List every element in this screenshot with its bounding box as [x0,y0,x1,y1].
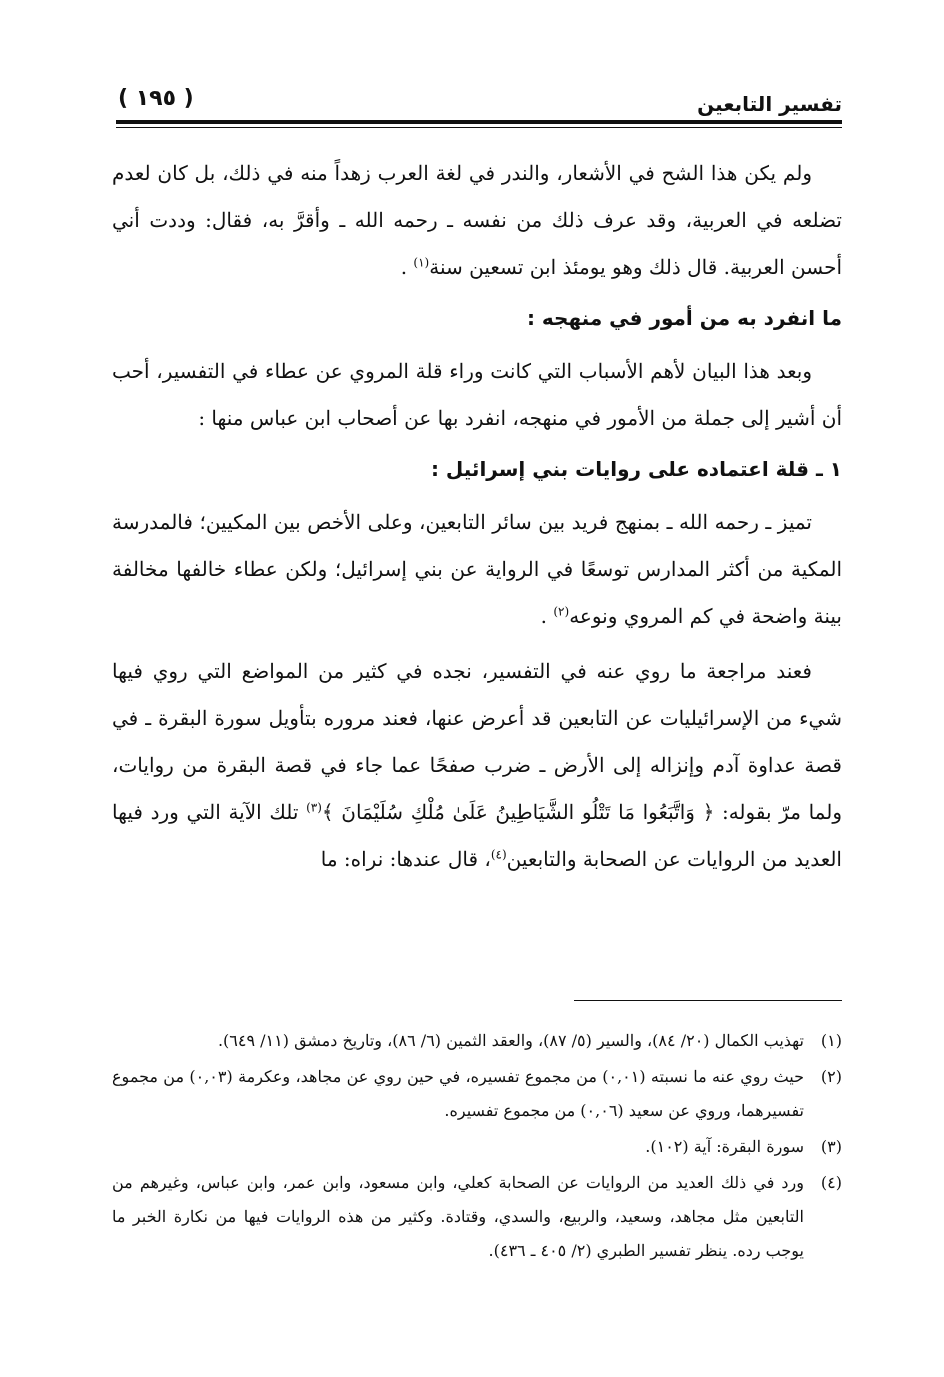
footnote [112,1060,842,1128]
paragraph-4-text-c: ، قال عندها: نراه: ما [320,847,491,871]
footnote-ref-1: (١) [413,255,430,270]
header-rule-thick [116,120,842,124]
paragraph-1-text: ولم يكن هذا الشح في الأشعار، والندر في لغة العرب زهداً منه في ذلك، بل كان لعدم تضلعه في العربية، وقد عرف ذلك من نفسه ـ رحمه الله ـ وأقرَّ به، فقال: وددت أني أحسن العربية. قال ذلك وهو يومئذ ابن تسعين سنة [112,161,842,279]
footnote [112,1166,842,1268]
page-number: ( ١٩٥ ) [118,86,194,111]
footnotes [112,1024,842,1270]
footnote [112,1024,842,1058]
running-title: تفسير التابعين [697,92,842,116]
paragraph-3-end: . [540,604,554,628]
paragraph-4-text-a: فعند مراجعة ما روي عنه في التفسير، نجده في كثير من المواضع التي روي فيها شيء من الإسرائيليات عن التابعين قد أعرض عنها، فعند مروره بتأويل سورة البقرة ـ في قصة عداوة آدم وإنزاله إلى الأرض ـ ضرب صفحًا عما جاء في قصة البقرة من روايات، ولما مرّ بقوله: ﴿ وَاتَّبَعُوا مَا تَتْلُو الشَّيَاطِينُ عَلَىٰ مُلْكِ سُلَيْمَانَ ﴾ [112,659,842,824]
footnote-text: تهذيب الكمال (٢٠/ ٨٤)، والسير (٥/ ٨٧)، والعقد الثمين (٦/ ٨٦)، وتاريخ دمشق (١١/ ٦٤٩). [217,1031,804,1050]
section-heading: ما انفرد به من أمور في منهجه : [526,306,842,330]
footnote-ref-3: (٣) [306,800,322,815]
footnote-text: سورة البقرة: آية (١٠٢). [645,1137,804,1156]
paragraph-4-text-b: تلك الآية التي ورد فيها العديد من الروايات عن الصحابة والتابعين [112,800,842,871]
footnote-separator [574,1000,842,1001]
footnote-ref-4: (٤) [490,847,507,862]
footnote-number: (٤) [820,1173,842,1192]
footnote-text: حيث روي عنه ما نسبته (٠,٠١) من مجموع تفسيره، في حين روي عن مجاهد، وعكرمة (٠,٠٣) من مجموع تفسيرهما، وروي عن سعيد (٠,٠٦) من مجموع تفسيره. [112,1067,805,1120]
footnote-number: (١) [820,1031,842,1050]
paragraph-2: وبعد هذا البيان لأهم الأسباب التي كانت وراء قلة المروي عن عطاء في التفسير، أحب أن أشير إلى جملة من الأمور في منهجه، انفرد بها عن أصحاب ابن عباس منها : [112,359,842,430]
paragraph-3 [112,499,842,640]
footnote-number: (٢) [820,1067,842,1086]
header-rule-thin [116,127,842,128]
main-text [112,150,842,883]
footnote [112,1130,842,1164]
footnote-ref-2: (٢) [553,604,570,619]
paragraph-1-end: . [400,255,414,279]
paragraph-3-text: تميز ـ رحمه الله ـ بمنهج فريد بين سائر التابعين، وعلى الأخص بين المكيين؛ فالمدرسة المكية من أكثر المدارس توسعًا في الرواية عن بني إسرائيل؛ ولكن عطاء خالفها مخالفة بينة واضحة في كم المروي ونوعه [112,510,842,628]
footnote-text: ورد في ذلك العديد من الروايات عن الصحابة كعلي، وابن مسعود، وابن عمر، وابن عباس، وغيرهم من التابعين مثل مجاهد، وسعيد، والربيع، والسدي، وقتادة. وكثير من هذه الروايات فيها من نكارة الخبر ما يوجب رده. ينظر تفسير الطبري (٢/ ٤٠٥ ـ ٤٣٦). [112,1173,804,1260]
paragraph-1 [112,150,842,291]
paragraph-4 [112,648,842,883]
footnote-number: (٣) [820,1137,842,1156]
subsection-heading: ١ ـ قلة اعتماده على روايات بني إسرائيل : [430,457,842,481]
page-header [110,78,842,126]
